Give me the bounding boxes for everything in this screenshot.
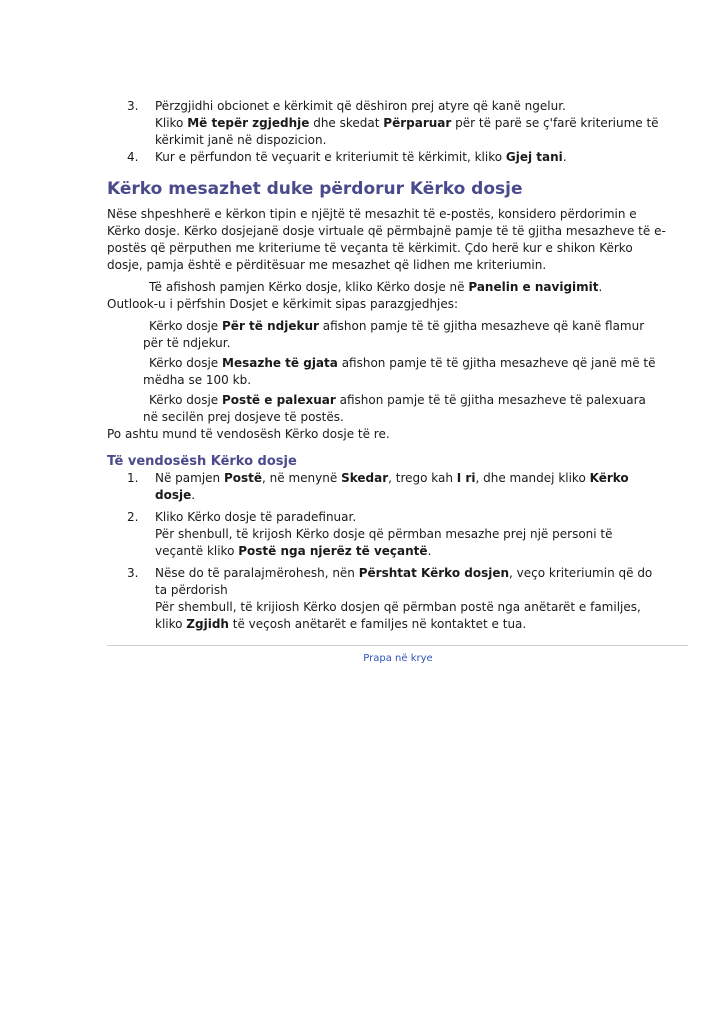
list-item: 4. Kur e përfundon të veçuarit e kriteriumit të kërkimit, kliko Gjej tani. <box>127 150 567 164</box>
ui-term: Mesazhe të gjata <box>222 356 338 370</box>
list-item: Kërko dosje Për të ndjekur afishon pamje të të gjitha mesazheve që kanë flamur për të ndjekur. <box>143 319 645 350</box>
step-number: 3. <box>127 566 139 580</box>
list-item: Kërko dosje Postë e palexuar afishon pamje të të gjitha mesazheve të palexuara në secilën prej dosjeve të postës. <box>143 393 646 424</box>
list-item-continuation: kërkimit janë në dispozicion. <box>155 133 327 147</box>
intro-paragraph: Nëse shpeshherë e kërkon tipin e njëjtë të mesazhit të e-postës, konsidero përdorimin e Kërko dosje. Kërko dosjejanë dosje virtuale që përmbajnë pamje të të gjitha mesazheve të e- postës që përputhen me kriteriume të veçanta të kërkimit. Çdo herë kur e shikon Kërko dosje, pamja është e përditësuar me mesazhet që lidhen me kriteriumin. <box>107 207 666 272</box>
ui-term: Kërko <box>589 471 629 485</box>
step-number: 1. <box>127 471 139 485</box>
list-item-continuation: veçantë kliko Postë nga njerëz të veçantë. <box>155 544 432 558</box>
ui-term: Gjej tani <box>505 150 563 164</box>
list-item: 3. Nëse do të paralajmërohesh, nën Përshtat Kërko dosjen, veço kriteriumin që do <box>127 566 653 580</box>
step-number: 2. <box>127 510 139 524</box>
ui-term: Më tepër zgjedhje <box>187 116 310 130</box>
ui-term: Postë nga njerëz të veçantë <box>238 544 428 558</box>
divider <box>107 645 688 646</box>
section-heading: Kërko mesazhet duke përdorur Kërko dosje <box>107 179 523 199</box>
list-item: 2. Kliko Kërko dosje të paradefinuar. <box>127 510 357 524</box>
ui-term: Përparuar <box>383 116 452 130</box>
back-to-top-link[interactable]: Prapa në krye <box>363 653 433 664</box>
ui-term: I ri <box>456 471 476 485</box>
list-item-continuation: Kliko Më tepër zgjedhje dhe skedat Përparuar për të parë se ç'farë kriteriume të <box>155 116 659 130</box>
ui-term: dosje <box>155 488 192 502</box>
ui-term: Zgjidh <box>186 617 229 631</box>
setup-steps-list: 1. Në pamjen Postë, në menynë Skedar, trego kah I ri, dhe mandej kliko Kërko dosje. 2. Kliko Kërko dosje të paradefinuar. Për shenbull, të krijosh Kërko dosje që përmban mesazhe prej një personi të veçantë kliko Postë nga njerëz të veçantë. 3. Nëse do të paralajmërohesh, nën Përshtat Kërko dosjen, veço kriteriumin që do ta përdorish Për shembull, të krijiosh Kërko dosjen që përmban postë nga anëtarët e familjes, kliko Zgjidh të veçosh anëtarët e familjes në kontaktet e tua. <box>107 470 689 633</box>
default-folders-list <box>107 318 689 426</box>
list-item-continuation: kliko Zgjidh të veçosh anëtarët e familjes në kontaktet e tua. <box>155 617 527 631</box>
list-item-continuation: dosje. <box>155 488 196 502</box>
ui-term: Panelin e navigimit <box>468 280 599 294</box>
ui-term: Postë <box>223 471 263 485</box>
ui-term: Postë e palexuar <box>222 393 336 407</box>
ui-term: Përshtat Kërko dosjen <box>358 566 510 580</box>
document-page <box>107 98 689 666</box>
step-number: 3. <box>127 99 139 113</box>
also-note: Po ashtu mund të vendosësh Kërko dosje të re. <box>107 427 390 441</box>
ui-term: Për të ndjekur <box>222 319 319 333</box>
subsection-heading: Të vendosësh Kërko dosje <box>107 454 297 469</box>
list-item: Kërko dosje Mesazhe të gjata afishon pamje të të gjitha mesazheve që janë më të mëdha se 100 kb. <box>143 356 656 387</box>
list-item: 1. Në pamjen Postë, në menynë Skedar, trego kah I ri, dhe mandej kliko Kërko <box>127 471 629 485</box>
top-steps-list <box>107 98 689 166</box>
navigation-pane-note: Të afishosh pamjen Kërko dosje, kliko Kërko dosje në Panelin e navigimit. <box>149 280 603 294</box>
list-item: 3. Përzgjidhi obcionet e kërkimit që dëshiron prej atyre që kanë ngelur. <box>127 99 566 113</box>
step-number: 4. <box>127 150 139 164</box>
default-folders-intro: Outlook-u i përfshin Dosjet e kërkimit sipas parazgjedhjes: <box>107 297 459 311</box>
ui-term: Skedar <box>341 471 389 485</box>
